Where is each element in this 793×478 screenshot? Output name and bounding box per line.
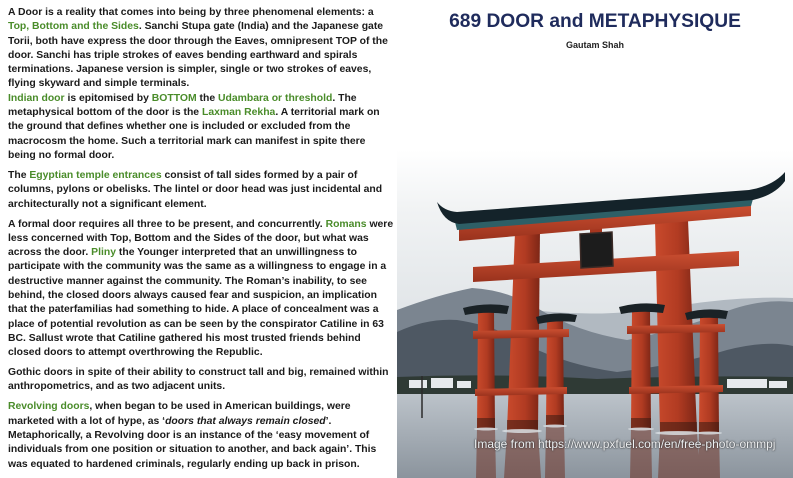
text-segment: , when began to be used in American buildings, were marketed with a lot of hype, as ‘ [8, 401, 351, 427]
highlighted-term: Indian door [8, 92, 65, 104]
text-segment: A Door is a reality that comes into being by three phenomenal elements: a [8, 7, 374, 18]
text-segment: consist of tall sides formed by a pair of columns, pylons or obelisks. The lintel or door head was just incidental and architecturally not a significant element. [8, 169, 383, 210]
paragraph-indian-door [8, 92, 396, 163]
pillar-base [699, 422, 719, 432]
text-segment: ’. Metaphorically, a Revolving door is an instance of the ‘easy movement of individuals from one position or situation to another, and back again’. This was equated to hardened criminals, regularly ending up back in prison. [8, 415, 377, 470]
building [727, 379, 767, 388]
paragraph-gothic-doors [8, 366, 396, 395]
paragraph-three-elements [8, 6, 396, 92]
splash [502, 429, 542, 433]
italic-quote: doors that always remain closed [165, 415, 326, 427]
building [409, 380, 427, 388]
splash [696, 432, 722, 435]
pillar-base [660, 422, 697, 432]
pillar-base [631, 418, 651, 428]
text-segment: The [8, 169, 30, 181]
pillar-base [477, 418, 495, 428]
paragraph-revolving-doors [8, 400, 396, 471]
splash [628, 428, 654, 431]
highlighted-term: BOTTOM [151, 92, 197, 104]
splash [543, 425, 567, 428]
splash [655, 431, 701, 435]
text-segment: the Younger interpreted that an unwillingness to participate with the community was the same as a willingness to engage in a destructive manner against the community. The Roman’s inability, to see behind, the closed doors always caused fear and suspicion, an implication that the paterfamilias had something to hide. A place of concealment was a place of potential revolution as can be seen by the conspirator Catiline in 63 BC. Sallust wrote that Catiline gathered his most trusted friends behind closed doors to attempt overthrowing the Republic. [8, 247, 387, 359]
highlighted-term: Udambara or threshold [218, 92, 333, 104]
highlighted-term: Romans [325, 218, 367, 230]
text-segment: . A territorial mark on the ground that defines whether one is included or excluded from the macrocosm the home. Such a territorial mark can manifest in spite there being no formal door. [8, 107, 380, 161]
paragraph-egyptian-entrances [8, 169, 396, 212]
splash [474, 428, 498, 431]
reflection [545, 425, 565, 478]
article-text [8, 6, 396, 478]
pillar-base [507, 420, 538, 430]
text-segment: is epitomised by [64, 92, 152, 104]
text-segment: . Sanchi Stupa gate (India) and the Japanese gate Torii, both have express the door through the Eaves, omnipresent TOP of the door. Sanchi has triple strokes of eaves bending earthward and spirals terminations. Japanese version is simpler, single or two strokes of eaves, flying skyward and simple terminals. [8, 21, 388, 90]
author-name: Gautam Shah [565, 40, 624, 50]
highlighted-term: Egyptian temple entrances [29, 169, 162, 181]
support-pillar-right-outer [699, 317, 719, 432]
support-pillar-left-outer [477, 312, 495, 428]
photo-credit-caption: Image from https://www.pxfuel.com/en/free-photo-ommpj [474, 437, 776, 451]
text-segment: the [196, 92, 218, 104]
text-segment: A formal door requires all three to be present, and concurrently. [8, 218, 326, 230]
highlighted-term: Top, Bottom and the Sides [8, 21, 139, 33]
paragraph-roman-doors [8, 218, 396, 361]
text-segment: Gothic doors in spite of their ability to construct tall and big, remained within anthropometrics, and as two adjacent units. [8, 367, 389, 393]
water [397, 394, 793, 478]
highlighted-term: Laxman Rekha [201, 107, 276, 119]
reflection [630, 428, 652, 478]
building [769, 381, 787, 388]
torii-gate-photo [397, 150, 793, 478]
reflection [476, 428, 496, 478]
page-title: 689 DOOR and METAPHYSIQUE [449, 11, 741, 32]
pillar-base [546, 415, 564, 425]
text-segment: were less concerned with Top, Bottom and the Sides of the door, but what was across the door. [8, 218, 394, 259]
highlighted-term: Pliny [91, 247, 116, 259]
text-segment: . The metaphysical bottom of the door is the [8, 92, 357, 119]
highlighted-term: Revolving doors [8, 401, 90, 413]
building [431, 378, 453, 388]
name-plaque [580, 232, 613, 268]
building [457, 381, 471, 388]
